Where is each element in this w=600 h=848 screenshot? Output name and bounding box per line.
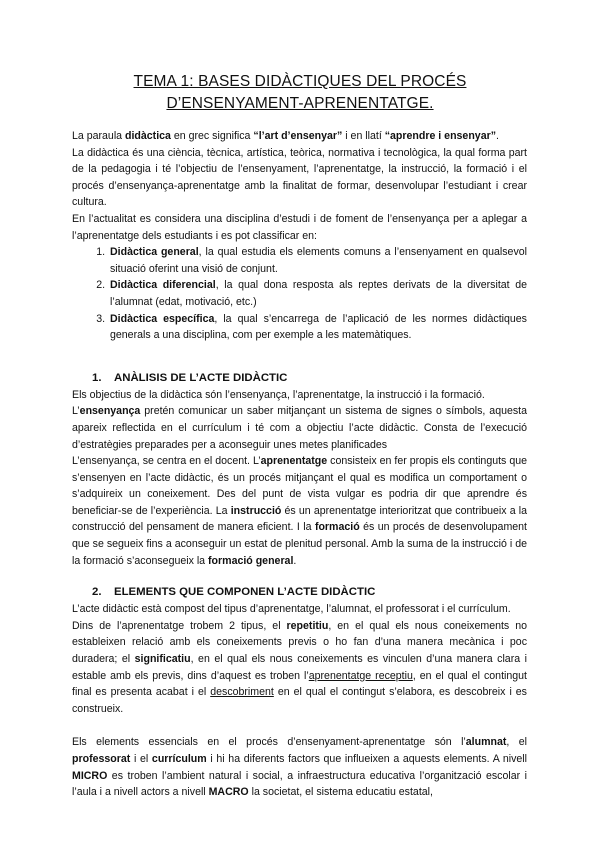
- section-1-paragraph-2: [72, 403, 527, 453]
- page-title-line-2: D’ENSENYAMENT-APRENENTATGE.: [166, 95, 434, 112]
- section-number: 1.: [92, 371, 102, 384]
- text-run: L’ensenyança, se centra en el docent. L’: [72, 455, 261, 468]
- term-curriculum: currículum: [151, 753, 207, 765]
- term-formacio-general: formació general: [208, 554, 294, 567]
- term-aprenentatge: aprenentatge: [260, 455, 328, 468]
- text-run: La paraula: [72, 130, 126, 142]
- text-run: consisteix en fer propis els continguts que s’ensenyen en l’acte didàctic, és un procés mitjançant el qual es modifica un comportament o s’adquireix un coneixement. Des del punt de vista vulgar es podria dir que aprendre és beneficiar-se de l’experiència. La: [72, 455, 527, 517]
- text-run: L’: [72, 405, 80, 418]
- text-run: la societat, el sistema educatiu estatal,: [248, 786, 433, 799]
- list-item-term: Didàctica específica: [110, 312, 215, 325]
- section-number: 2.: [92, 586, 102, 599]
- term-aprenentatge-receptiu: aprenentatge receptiu: [308, 669, 413, 682]
- list-item-text: , la qual dona resposta als reptes derivats de la diversitat de l’alumnat (edat, motivació, etc.): [110, 279, 527, 308]
- text-run: i en llatí: [342, 130, 385, 142]
- list-item: [108, 244, 527, 277]
- text-run: .: [293, 554, 297, 567]
- section-1-heading: [72, 370, 527, 387]
- text-run: és un procés de desenvolupament que se segueix fins a aconseguir un estat de plenitud personal. Amb la suma de la instrucció i de la formació s’aconsegueix la: [72, 521, 527, 567]
- list-item-text: , la qual estudia els elements comuns a l’ensenyament en qualsevol situació oferint una visió de conjunt.: [110, 246, 527, 275]
- term-repetitiu: repetitiu: [286, 619, 329, 632]
- text-run: Dins de l’aprenentatge trobem 2 tipus, el: [72, 619, 287, 632]
- term-macro: MACRO: [208, 786, 249, 799]
- didactics-classification-list: [72, 244, 527, 344]
- list-item-term: Didàctica diferencial: [110, 279, 216, 292]
- term-didactica: didàctica: [125, 130, 171, 142]
- intro-paragraph-1: [72, 128, 527, 145]
- text-run: pretén comunicar un saber mitjançant un sistema de signes o símbols, aquesta apareix reflectida en el currículum i té com a objectiu l’acte didàctic. Consta de l’execució d’estratègies preparades per a aconseguir unes metes planificades: [72, 405, 527, 451]
- section-2-paragraph-2: [72, 618, 527, 718]
- section-2-paragraph-1: L’acte didàctic està compost del tipus d’aprenentatge, l’alumnat, el professorat i el currículum.: [72, 603, 511, 616]
- term-latin-meaning: “aprendre i ensenyar”: [384, 130, 496, 142]
- text-run: , en el qual els nous coneixements no estableixen relació amb els coneixements previs o ho fan d’una manera mecànica i poc duradera; el: [72, 619, 527, 666]
- term-ensenyanca: ensenyança: [79, 405, 141, 418]
- text-run: , en el qual el contingut final es presenta acabat i el: [72, 669, 527, 699]
- section-1-paragraph-3: [72, 453, 527, 569]
- term-alumnat: alumnat: [465, 736, 507, 749]
- text-run: i el: [130, 753, 152, 765]
- term-significatiu: significatiu: [134, 653, 191, 666]
- text-run: , en el qual els nous coneixements es vinculen d’una manera clara i estable amb els previs, dins d’aquest es troben l’: [72, 653, 527, 682]
- section-2-paragraph-3: [72, 734, 527, 800]
- section-1-paragraph-1: Els objectius de la didàctica són l’ensenyança, l’aprenentatge, la instrucció i la formació.: [72, 388, 485, 401]
- list-item: [108, 311, 527, 344]
- intro-paragraph-3: En l’actualitat es considera una disciplina d’estudi i de foment de l’ensenyança per a aplegar a l’aprenentatge dels estudiants i es pot classificar en:: [72, 212, 527, 242]
- text-run: és un aprenentatge interioritzat que contribueix a la construcció del pensament de manera eficient. I la: [72, 504, 527, 534]
- term-greek-meaning: “l’art d’ensenyar”: [253, 130, 343, 142]
- term-instruccio: instrucció: [230, 504, 282, 517]
- term-professorat: professorat: [72, 753, 131, 765]
- text-run: i hi ha diferents factors que influeixen a aquests elements. A nivell: [206, 753, 527, 765]
- text-run: Els elements essencials en el procés d’ensenyament-aprenentatge són l’: [72, 736, 466, 749]
- document-body: [72, 128, 527, 801]
- term-micro: MICRO: [72, 769, 108, 782]
- list-item: [108, 277, 527, 310]
- text-run: en grec significa: [170, 130, 254, 142]
- intro-paragraph-2: La didàctica és una ciència, tècnica, artística, teòrica, normativa i tecnològica, la qual forma part de la pedagogia i té l’objectiu de l’ensenyament, l’aprenentatge, la instrucció, la formació i el procés d’ensenyança-aprenentatge amb la finalitat de formar, desenvolupar l’estudiant i crear cultura.: [72, 146, 527, 209]
- text-run: , el: [506, 736, 527, 749]
- section-2-heading: [72, 584, 527, 601]
- page-title-line-1: TEMA 1: BASES DIDÀCTIQUES DEL PROCÉS: [133, 73, 467, 90]
- section-title: ELEMENTS QUE COMPONEN L’ACTE DIDÀCTIC: [114, 586, 376, 599]
- text-run: en el qual el contingut s’elabora, es descobreix i es construeix.: [72, 686, 527, 715]
- list-item-text: , la qual s’encarrega de l’aplicació de les normes didàctiques generals a una disciplina, com per exemple a les matemàtiques.: [110, 312, 527, 342]
- term-formacio: formació: [314, 521, 360, 534]
- term-descobriment: descobriment: [210, 686, 274, 699]
- list-item-term: Didàctica general: [110, 246, 199, 259]
- text-run: .: [496, 130, 499, 142]
- section-title: ANÀLISIS DE L’ACTE DIDÀCTIC: [114, 371, 288, 384]
- text-run: es troben l’ambient natural i social, a infraestructura educativa l’organització escolar i l’aula i a nivell actors a nivell: [72, 769, 527, 799]
